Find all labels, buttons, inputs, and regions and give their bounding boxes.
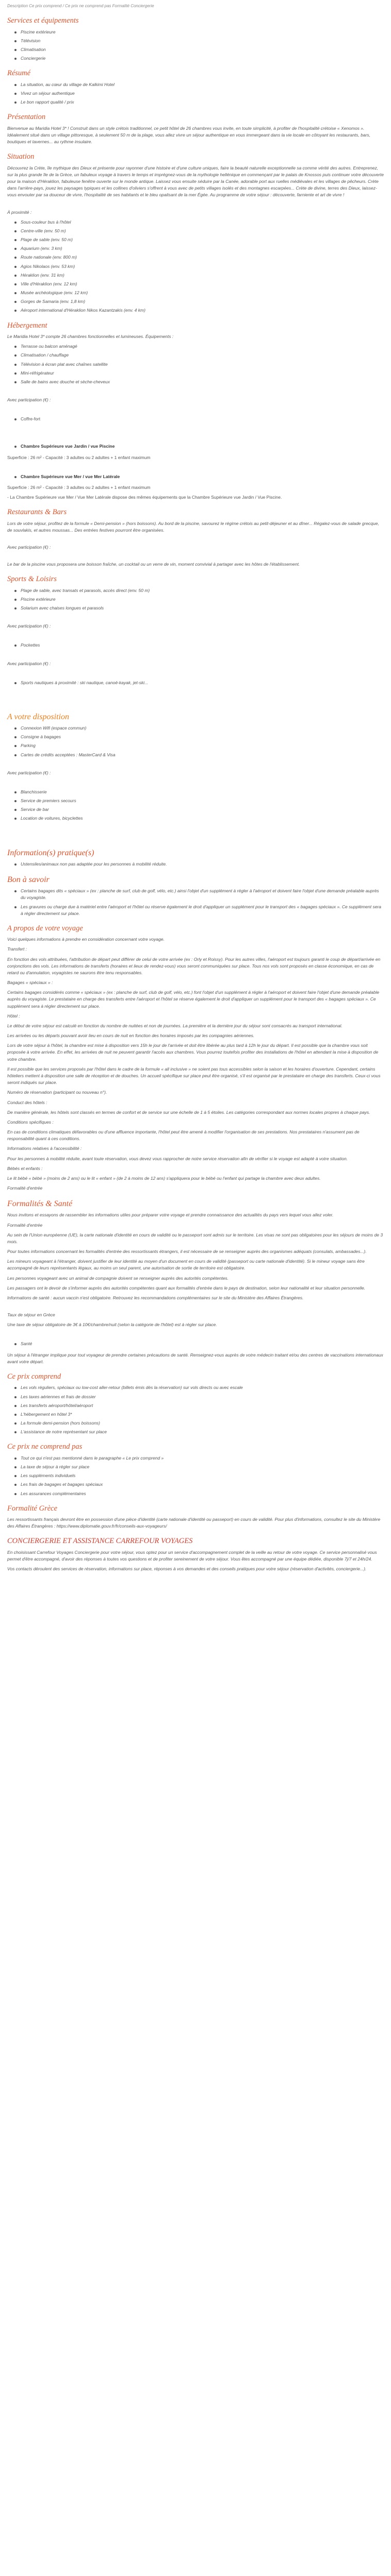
bon-savoir-section bbox=[7, 875, 384, 917]
propos-text: Le début de votre séjour est calculé en fonction du nombre de nuitées et non de journées. La première et la dernière jour du séjour sont consacrés au transport international. bbox=[7, 1023, 343, 1028]
list-item: La situation, au cœur du village de Kalkimi Hotel bbox=[14, 81, 384, 88]
disposition-title: A votre disposition bbox=[7, 712, 69, 721]
list-item: Télévision bbox=[14, 38, 384, 44]
resume-title: Résumé bbox=[7, 69, 31, 78]
room-list bbox=[7, 443, 384, 450]
list-item: Plage de sable (env. 50 m) bbox=[14, 236, 384, 243]
formalites-title: Formalités & Santé bbox=[7, 1199, 73, 1209]
list-item: Centre-ville (env. 50 m) bbox=[14, 228, 384, 234]
participation-label: Avec participation (€) : bbox=[7, 544, 51, 550]
ne-comprend-pas-title: Ce prix ne comprend pas bbox=[7, 1443, 83, 1451]
propos-text: De manière générale, les hôtels sont classés en termes de confort et de service sur une échelle de 1 à 5 étoiles. Les catégories correspondant aux normes locales propres à chaque pays. bbox=[7, 1109, 370, 1115]
propos-text: Lors de votre séjour à l'hôtel, la chambre est mise à disposition vers 15h le jour de l'arrivée et doit être libérée au plus tard à 12h le jour du départ. Il est possible que la chambre vous soit proposée à votre arrivée. En effet, les arrivées de nuit ne peuvent garantir l'accès aux chambres. Vous pourrez toutefois profiter des installations de l'hôtel en attendant la mise à disposition de votre chambre. bbox=[7, 1043, 379, 1062]
list-item: Terrasse ou balcon aménagé bbox=[14, 343, 384, 350]
room-desc: Superficie : 26 m² - Capacité : 3 adultes ou 2 adultes + 1 enfant maximum bbox=[7, 454, 151, 460]
information-section bbox=[7, 848, 384, 868]
sports-list bbox=[7, 587, 384, 612]
propos-text: Certains bagages considérés comme « spéciaux » (ex : planche de surf, club de golf, vélo, etc.) font l'objet d'un supplément à régler à l'aéroport et doivent faire l'objet d'une demande préalable auprès du voyagiste. Le prestataire en charge des transferts entre l'aéroport et l'hôtel se réserve également le droit d'appliquer un supplément pour le transport des « bagages spéciaux ». Ce supplément sera à régler directement sur place. bbox=[7, 990, 380, 1009]
list-item: Le bon rapport qualité / prix bbox=[14, 99, 384, 106]
conciergerie-text: En choisissant Carrefour Voyages Conciergerie pour votre séjour, vous optez pour un service d'accompagnement complet de la veille au retour de votre voyage. Ce service personnalisé vous permet d'être accompagné, d'avoir des réponses à toutes vos questions et de profiter sereinement de votre séjour. Vous êtes accompagné par une équipe dédiée, disponible 7j/7 et 24h/24. bbox=[7, 1549, 377, 1562]
list-item: Santé bbox=[14, 1341, 384, 1347]
list-item: Les gravures ou charge due à matériel entre l'aéroport et l'hôtel ou réserve également le droit d'appliquer un supplément pour le transport des « bagages spéciaux ». Ce supplément sera à régler directement sur place. bbox=[14, 904, 384, 917]
list-item: Sous-couleur bus à l'hôtel bbox=[14, 219, 384, 226]
list-item: Héraklion (env. 31 km) bbox=[14, 272, 384, 279]
formalites-text: Pour toutes informations concernant les formalités d'entrée des ressortissants étrangers, il est nécessaire de se renseigner auprès des organismes adéquats (consulats, ambassades...). bbox=[7, 1249, 367, 1255]
list-item: Musée archéologique (env. 12 km) bbox=[14, 290, 384, 296]
formalites-section bbox=[7, 1199, 384, 1365]
services-list bbox=[7, 29, 384, 62]
list-item: Les suppléments individuels bbox=[14, 1472, 384, 1479]
list-item: Connexion Wifi (espace commun) bbox=[14, 725, 384, 732]
formalites-text: Nous invitons et essayons de rassembler les informations utiles pour préparer votre voyage et prendre connaissance des actualités du pays vers lequel vous allez voler. bbox=[7, 1212, 334, 1218]
situation-title: Situation bbox=[7, 152, 35, 161]
disposition-list bbox=[7, 725, 384, 758]
list-item: Mini-réfrigérateur bbox=[14, 370, 384, 377]
list-item: L'assistance de notre représentant sur place bbox=[14, 1429, 384, 1435]
list-item: Télévision à écran plat avec chaînes satellite bbox=[14, 361, 384, 368]
restaurants-extra: Le bar de la piscine vous proposera une boisson fraîche, un cocktail ou un verre de vin, moment convivial à partager avec les hôtes de l'établissement. bbox=[7, 562, 300, 567]
presentation-text: Bienvenue au Maridia Hotel 3* ! Construit dans un style crétois traditionnel, ce petit hôtel de 26 chambres vous invite, en toute simplicité, à profiter de l'hospitalité crétoise « Xenomos ». Idéalement situé dans un village pittoresque, à seulement 50 m de la plage, vous allez vivre un séjour authentique en vous immergeant dans la vie locale en côtoyant les restaurants, bars, boutiques et tavernes... au rythme insulaire. bbox=[7, 125, 371, 145]
list-item: Les frais de bagages et bagages spéciaux bbox=[14, 1481, 384, 1488]
list-item: Solarium avec chaises longues et parasols bbox=[14, 605, 384, 612]
ce-prix-comprend-title: Ce prix comprend bbox=[7, 1372, 61, 1381]
list-item: Aéroport international d'Héraklion Nikos Kazantzakis (env. 4 km) bbox=[14, 307, 384, 314]
proximite-intro: À proximité : bbox=[7, 209, 32, 215]
room-note: - La Chambre Supérieure vue Mer / Vue Mer Latérale dispose des mêmes équipements que la Chambre Supérieure vue Jardin / Vue Piscine. bbox=[7, 495, 282, 500]
proximite-list bbox=[7, 219, 384, 314]
list-item: Aquarium (env. 3 km) bbox=[14, 245, 384, 252]
propos-text: Voici quelques informations à prendre en considération concernant votre voyage. bbox=[7, 937, 165, 942]
formalites-text: Informations de santé : aucun vaccin n'est obligatoire. Retrouvez les recommandations complémentaires sur le site du Ministère des Affaires Étrangères. bbox=[7, 1295, 304, 1300]
bon-savoir-list bbox=[7, 888, 384, 917]
ce-prix-comprend-section bbox=[7, 1372, 384, 1435]
propos-text: Il est possible que les services proposés par l'hôtel dans le cadre de la formule « all inclusive » ne soient pas tous accessibles selon la saison et les horaires d'ouverture. Cependant, certains hôteliers mettent à disposition une salle de réception et de douches. Un accueil spécifique sur place peut être organisé, s'il est organisé par le prestataire en charge des transferts. Ceux-ci vous seront indiqués sur place. bbox=[7, 1066, 381, 1086]
restaurants-title: Restaurants & Bars bbox=[7, 508, 67, 517]
list-item: Route nationale (env. 800 m) bbox=[14, 254, 384, 261]
hebergement-list bbox=[7, 343, 384, 385]
hebergement-section bbox=[7, 321, 384, 501]
list-item: Tout ce qui n'est pas mentionné dans le paragraphe « Le prix comprend » bbox=[14, 1455, 384, 1462]
list-item: Blanchisserie bbox=[14, 789, 384, 795]
list-item: Coffre-fort bbox=[14, 416, 384, 422]
sports-paid-list bbox=[7, 642, 384, 649]
list-item: Climatisation / chauffage bbox=[14, 352, 384, 359]
sante-text: Un séjour à l'étranger implique pour tout voyageur de prendre certaines précautions de santé. Renseignez-vous auprès de votre médecin traitant et/ou des centres de vaccinations internationaux avant votre départ. bbox=[7, 1352, 383, 1364]
presentation-section bbox=[7, 113, 384, 145]
propos-text: En fonction des vols attribuées, l'attribution de départ peut différer de celui de votre arrivée (ex : Orly et Roissy). Pour les autres villes, l'aéroport est toujours garanti le coup de départ/arrivée en conjonctions des vols. Les informations de transferts (horaires et lieux de rendez-vous) vous seront communiquées sur place. Tous nos vols sont proposés en classe économique, en cas de retard ou d'annulation, voyagistes ne saurons être tenu responsables. bbox=[7, 956, 381, 975]
conciergerie-title: CONCIERGERIE ET ASSISTANCE CARREFOUR VOYAGES bbox=[7, 1537, 193, 1546]
list-item: Ustensiles/animaux non pas adaptée pour les personnes à mobilité réduite. bbox=[14, 861, 384, 868]
propos-title: A propos de votre voyage bbox=[7, 924, 83, 933]
formalite-grece-title: Formalité Grèce bbox=[7, 1504, 58, 1513]
disposition-paid-list bbox=[7, 789, 384, 822]
bon-savoir-title: Bon à savoir bbox=[7, 875, 50, 884]
participation-list bbox=[7, 416, 384, 422]
list-item: Sports nautiques à proximité : ski nautique, canoë-kayak, jet-ski... bbox=[14, 680, 384, 686]
ne-comprend-pas-section bbox=[7, 1443, 384, 1497]
propos-text: En cas de conditions climatiques défavorables ou d'une affluence importante, l'hôtel peut être amené à modifier l'organisation de ses prestations. Nos prestataires n'assument pas de responsabilité quant à ces conditions. bbox=[7, 1129, 360, 1142]
formalites-text: Taux de séjour en Grèce bbox=[7, 1312, 55, 1318]
propos-text: Conditions spécifiques : bbox=[7, 1119, 54, 1125]
sports-section bbox=[7, 575, 384, 686]
propos-text: Bagages « spéciaux » : bbox=[7, 980, 53, 986]
list-item: Cartes de crédits acceptées : MasterCard & Visa bbox=[14, 752, 384, 758]
disposition-section bbox=[7, 712, 384, 822]
propos-section bbox=[7, 924, 384, 1192]
formalites-text: Les mineurs voyageant à l'étranger, doivent justifier de leur identité au moyen d'un document en cours de validité (passeport ou carte nationale d'identité). Si le mineur voyage sans être accompagné de leurs représentants légaux, au moins un seul parent, une autorisation de sortie de territoire est obligatoire. bbox=[7, 1259, 365, 1271]
participation-label: Avec participation (€) : bbox=[7, 623, 51, 629]
propos-text: Formalité d'entrée bbox=[7, 1185, 43, 1191]
sports-paid-list bbox=[7, 680, 384, 686]
propos-text: Les arrivées ou les départs pouvant avoir lieu en cours de nuit en fonction des horaires imposés par les compagnies aériennes. bbox=[7, 1033, 255, 1039]
propos-text: Hôtel : bbox=[7, 1013, 20, 1019]
list-item: Pockettes bbox=[14, 642, 384, 649]
participation-label: Avec participation (€) : bbox=[7, 770, 51, 775]
list-item: Plage de sable, avec transats et parasols, accès direct (env. 50 m) bbox=[14, 587, 384, 594]
formalite-grece-text: Les ressortissants français devront être en possession d'une pièce d'identité (carte nationale d'identité ou passeport) en cours de validité. Pour plus d'informations, consultez le site du Ministère des Affaires Étrangères : https://www.diplomatie.gouv.fr/fr/conseils-aux-voyageurs/ bbox=[7, 1517, 381, 1529]
room-name: Chambre Supérieure vue Mer / vue Mer Latérale bbox=[14, 473, 384, 480]
formalites-text: Une taxe de séjour obligatoire de 3€ à 10€/chambre/nuit (selon la catégorie de l'hôtel) est à régler sur place. bbox=[7, 1322, 217, 1328]
room-name: Chambre Supérieure vue Jardin / vue Piscine bbox=[14, 443, 384, 450]
information-list bbox=[7, 861, 384, 868]
information-title: Information(s) pratique(s) bbox=[7, 848, 94, 857]
list-item: Les assurances complémentaires bbox=[14, 1490, 384, 1497]
ce-prix-comprend-list bbox=[7, 1384, 384, 1435]
list-item: Location de voitures, bicyclettes bbox=[14, 815, 384, 822]
formalite-grece-section bbox=[7, 1504, 384, 1530]
propos-text: Conduct des hôtels : bbox=[7, 1099, 47, 1105]
list-item: Climatisation bbox=[14, 46, 384, 53]
services-section bbox=[7, 16, 384, 62]
list-item: Agios Nikolaos (env. 53 km) bbox=[14, 263, 384, 270]
list-item: Les vols réguliers, spéciaux ou low-cost aller-retour (billets émis dès la réservation) sur vols directs ou avec escale bbox=[14, 1384, 384, 1391]
room-desc: Superficie : 26 m² - Capacité : 3 adultes ou 2 adultes + 1 enfant maximum bbox=[7, 484, 151, 490]
hebergement-intro: Le Maridia Hotel 3* compte 26 chambres fonctionnelles et lumineuses. Équipements : bbox=[7, 333, 174, 339]
resume-list bbox=[7, 81, 384, 106]
formalites-text: Formalité d'entrée bbox=[7, 1222, 43, 1228]
list-item: Certains bagages dits « spéciaux » (ex : planche de surf, club de golf, vélo, etc.) ainsi l'objet d'un supplément à régler à l'aéroport et doivent faire l'objet d'une demande préalable auprès du voyagiste. bbox=[14, 888, 384, 901]
formalites-text: Au sein de l'Union européenne (UE), la carte nationale d'identité en cours de validité ou le passeport sont admis sur le territoire. Les visas ne sont pas obligatoires pour les séjours de moins de 3 mois. bbox=[7, 1232, 383, 1244]
situation-section bbox=[7, 152, 384, 314]
propos-text: Transfert : bbox=[7, 946, 27, 952]
restaurants-text: Lors de votre séjour, profitez de la formule « Demi-pension » (hors boissons). Au bord de la piscine, savourez le régime crétois au petit-déjeuner et au dîner... Régalez-vous de salade grecque, de souvlakis, et autres moussas... Des entrées festives pourront être organisées. bbox=[7, 520, 379, 533]
presentation-title: Présentation bbox=[7, 113, 46, 122]
room-list bbox=[7, 473, 384, 480]
hebergement-title: Hébergement bbox=[7, 321, 47, 330]
list-item: La taxe de séjour à régler sur place bbox=[14, 1464, 384, 1470]
formalites-text: Les personnes voyageant avec un animal de compagnie doivent se renseigner auprès des autorités compétentes. bbox=[7, 1275, 229, 1281]
list-item: Salle de bains avec douche et sèche-cheveux bbox=[14, 379, 384, 385]
list-item: Les taxes aériennes et frais de dossier bbox=[14, 1394, 384, 1400]
conciergerie-section bbox=[7, 1537, 384, 1572]
list-item: Conciergerie bbox=[14, 55, 384, 62]
participation-label: Avec participation (€) : bbox=[7, 397, 51, 403]
participation-label: Avec participation (€) : bbox=[7, 660, 51, 666]
breadcrumb[interactable]: Description Ce prix comprend / Ce prix ne comprend pas Formalité Conciergerie bbox=[7, 4, 154, 8]
list-item: Les transferts aéroport/hôtel/aéroport bbox=[14, 1402, 384, 1409]
ne-comprend-pas-list bbox=[7, 1455, 384, 1497]
list-item: Ville d'Héraklion (env. 12 km) bbox=[14, 281, 384, 287]
restaurants-section bbox=[7, 508, 384, 568]
propos-text: Pour les personnes à mobilité réduite, avant toute réservation, vous devez vous rapprocher de notre service réservation afin de vérifier si le voyage est adapté à votre situation. bbox=[7, 1156, 348, 1161]
list-item: Service de bar bbox=[14, 806, 384, 813]
services-title: Services et équipements bbox=[7, 16, 79, 25]
list-item: Service de premiers secours bbox=[14, 798, 384, 804]
sante-list bbox=[7, 1341, 384, 1347]
list-item: Piscine extérieure bbox=[14, 596, 384, 603]
formalites-text: Les passagers ont le devoir de s'informer auprès des autorités compétentes quant aux formalités d'entrée dans le pays de destination, selon leur nationalité et leur situation personnelle. bbox=[7, 1285, 366, 1291]
propos-text: Numéro de réservation (participant ou nouveau n°). bbox=[7, 1090, 107, 1095]
list-item: Consigne à bagages bbox=[14, 734, 384, 740]
sports-title: Sports & Loisirs bbox=[7, 575, 57, 584]
propos-text: Informations relatives à l'accessibilité : bbox=[7, 1146, 82, 1151]
propos-text: Bébés et enfants : bbox=[7, 1165, 43, 1171]
resume-section bbox=[7, 69, 384, 106]
list-item: Gorges de Samaria (env. 1,8 km) bbox=[14, 298, 384, 305]
list-item: Vivez un séjour authentique bbox=[14, 90, 384, 97]
situation-text: Découvrez la Crète, île mythique des Dieux et présente pour rayonner d'une histoire et d'une culture uniques, faire la beauté naturelle exceptionnelle sa comme vérité des autres. Entreprenez, sur la plus grande île de la Grèce, un fabuleux voyage à travers le temps et imprégnez-vous de la mythologie hellénique en commençant par le palais de Knossos puis continuer votre découverte pour la maison d'Héraklion, fabuleuse fenêtre ouverte sur le monde antique. Laissez vous ensuite séduire par la Canée, adorable port aux ruelles médiévales et les villages de pêcheurs. Crète dans l'arrière-pays, jouez les paysages typiques et les collines d'oliviers s'offrent à vous avec de petits villages isolés et des montagnes escarpées... Crète de divine, terres des Dieux, laissez-vous envouter par sa douceur de vivre, l'hospitalité de ses habitants et le bleu opalisant de la mer Égée. Au programme de votre séjour : découverte, farniente et art de vivre ! bbox=[7, 165, 384, 198]
list-item: Parking bbox=[14, 742, 384, 749]
list-item: L'hébergement en hôtel 3* bbox=[14, 1411, 384, 1418]
conciergerie-text: Vos contacts déroulent des services de réservation, informations sur place, réponses à vos demandes et des conseils pratiques pour votre séjour (réservation d'activités, conciergerie...). bbox=[7, 1566, 367, 1572]
propos-text: Le lit bébé « bébé » (moins de 2 ans) ou le lit « enfant » (de 2 à moins de 12 ans) s'appliquera pour le bébé ou l'enfant qui partage la chambre avec deux adultes. bbox=[7, 1175, 321, 1181]
list-item: Piscine extérieure bbox=[14, 29, 384, 36]
list-item: La formule demi-pension (hors boissons) bbox=[14, 1420, 384, 1427]
